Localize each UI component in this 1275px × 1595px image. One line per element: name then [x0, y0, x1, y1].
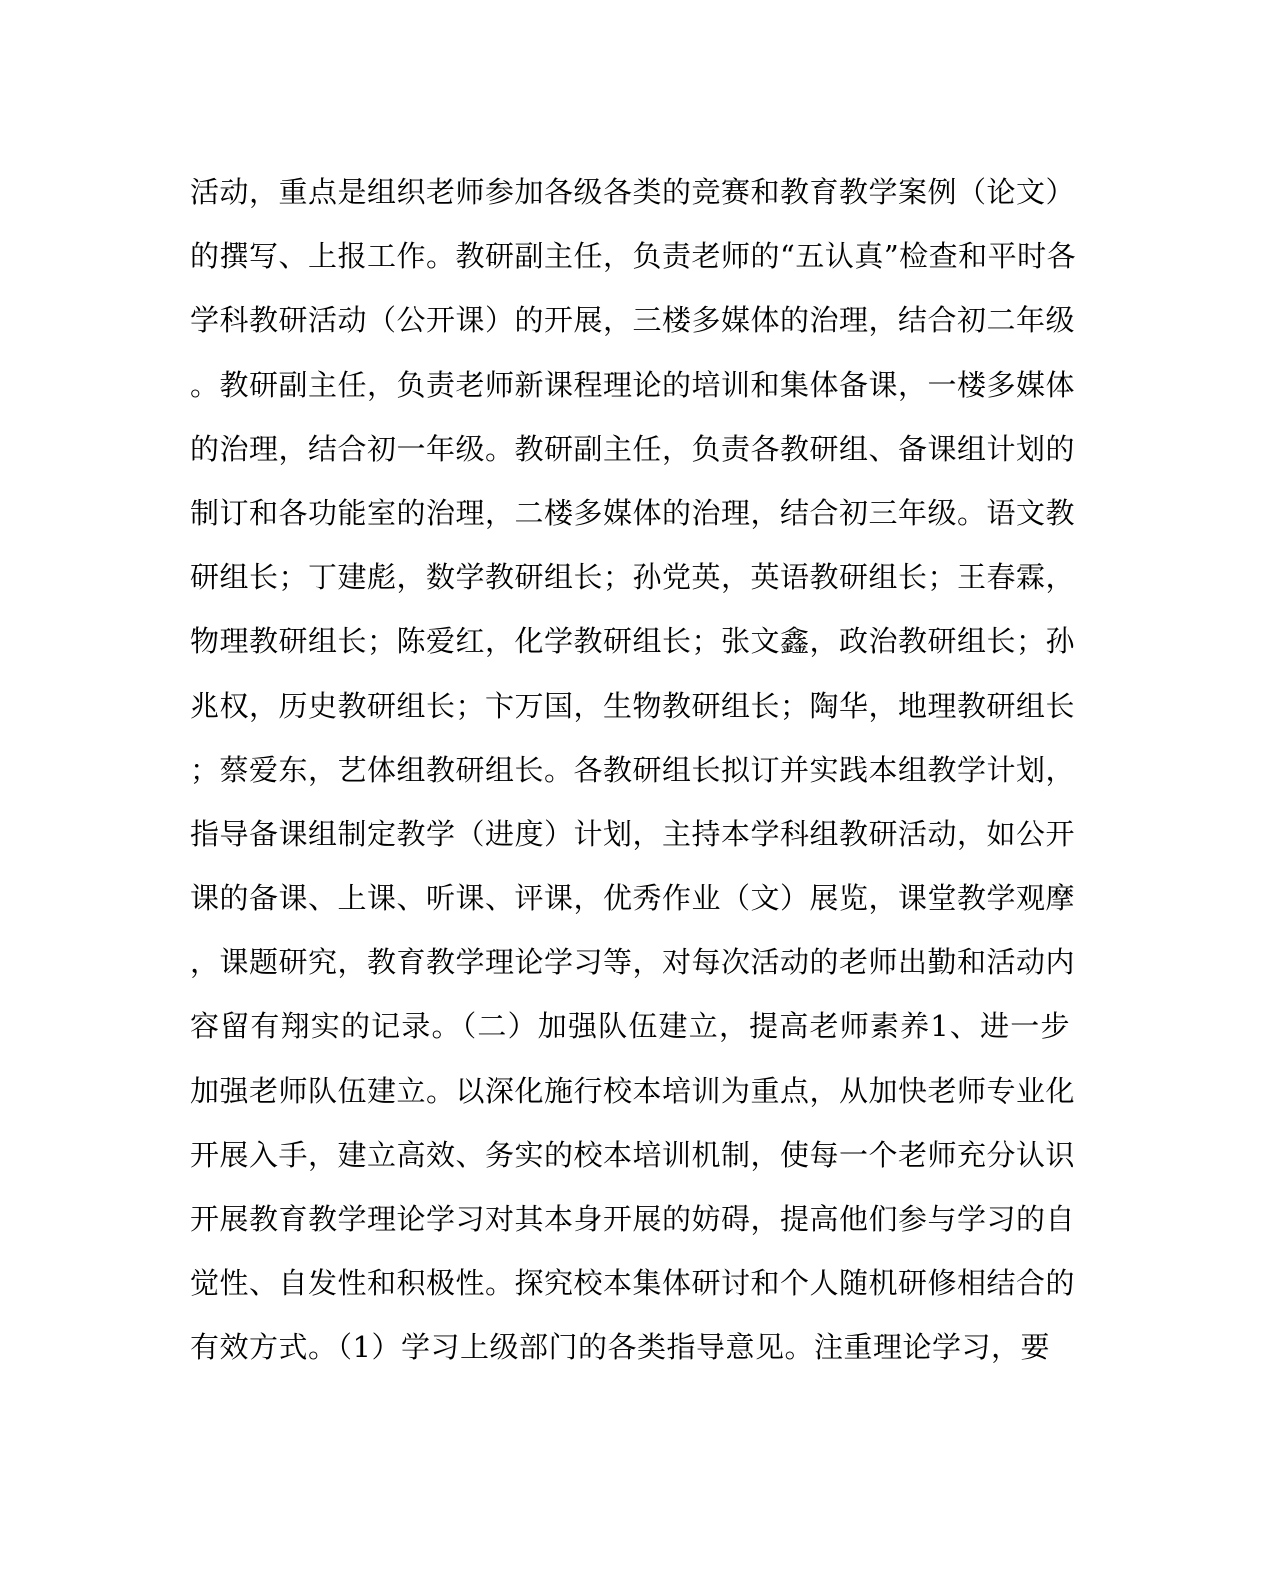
text-line-5: 的治理，结合初一年级。教研副主任，负责各教研组、备课组计划的: [190, 431, 1076, 466]
text-line-9: 兆权，历史教研组长；卞万国，生物教研组长；陶华，地理教研组长: [190, 688, 1076, 723]
text-line-12: 课的备课、上课、听课、评课，优秀作业（文）展览，课堂教学观摩: [190, 881, 1076, 916]
body-text: [190, 160, 1077, 1380]
text-line-6: 制订和各功能室的治理，二楼多媒体的治理，结合初三年级。语文教: [190, 495, 1076, 530]
text-line-1: 活动，重点是组织老师参加各级各类的竞赛和教育教学案例（论文）: [190, 175, 1076, 209]
text-line-3: 学科教研活动（公开课）的开展，三楼多媒体的治理，结合初二年级: [190, 303, 1076, 338]
text-line-16: 开展入手，建立高效、务实的校本培训机制，使每一个老师充分认识: [190, 1137, 1076, 1172]
text-line-8: 物理教研组长；陈爱红，化学教研组长；张文鑫，政治教研组长；孙: [190, 624, 1076, 659]
text-line-2: 的撰写、上报工作。教研副主任，负责老师的“五认真”检查和平时各: [190, 239, 1077, 274]
text-line-19: 有效方式。（1）学习上级部门的各类指导意见。注重理论学习，要: [190, 1330, 1050, 1365]
text-line-11: 指导备课组制定教学（进度）计划，主持本学科组教研活动，如公开: [190, 816, 1076, 851]
text-line-7: 研组长；丁建彪，数学教研组长；孙党英，英语教研组长；王春霖，: [190, 560, 1076, 595]
text-line-15: 加强老师队伍建立。以深化施行校本培训为重点，从加快老师专业化: [190, 1073, 1076, 1108]
text-line-4: 。教研副主任，负责老师新课程理论的培训和集体备课，一楼多媒体: [190, 367, 1076, 402]
text-line-17: 开展教育教学理论学习对其本身开展的妨碍，提高他们参与学习的自: [190, 1202, 1076, 1236]
text-line-13: ，课题研究，教育教学理论学习等，对每次活动的老师出勤和活动内: [190, 945, 1076, 980]
text-line-18: 觉性、自发性和积极性。探究校本集体研讨和个人随机研修相结合的: [190, 1266, 1076, 1301]
text-line-14: 容留有翔实的记录。（二）加强队伍建立，提高老师素养1、进一步: [190, 1009, 1070, 1044]
text-line-10: ；蔡爱东，艺体组教研组长。各教研组长拟订并实践本组教学计划，: [190, 752, 1076, 787]
